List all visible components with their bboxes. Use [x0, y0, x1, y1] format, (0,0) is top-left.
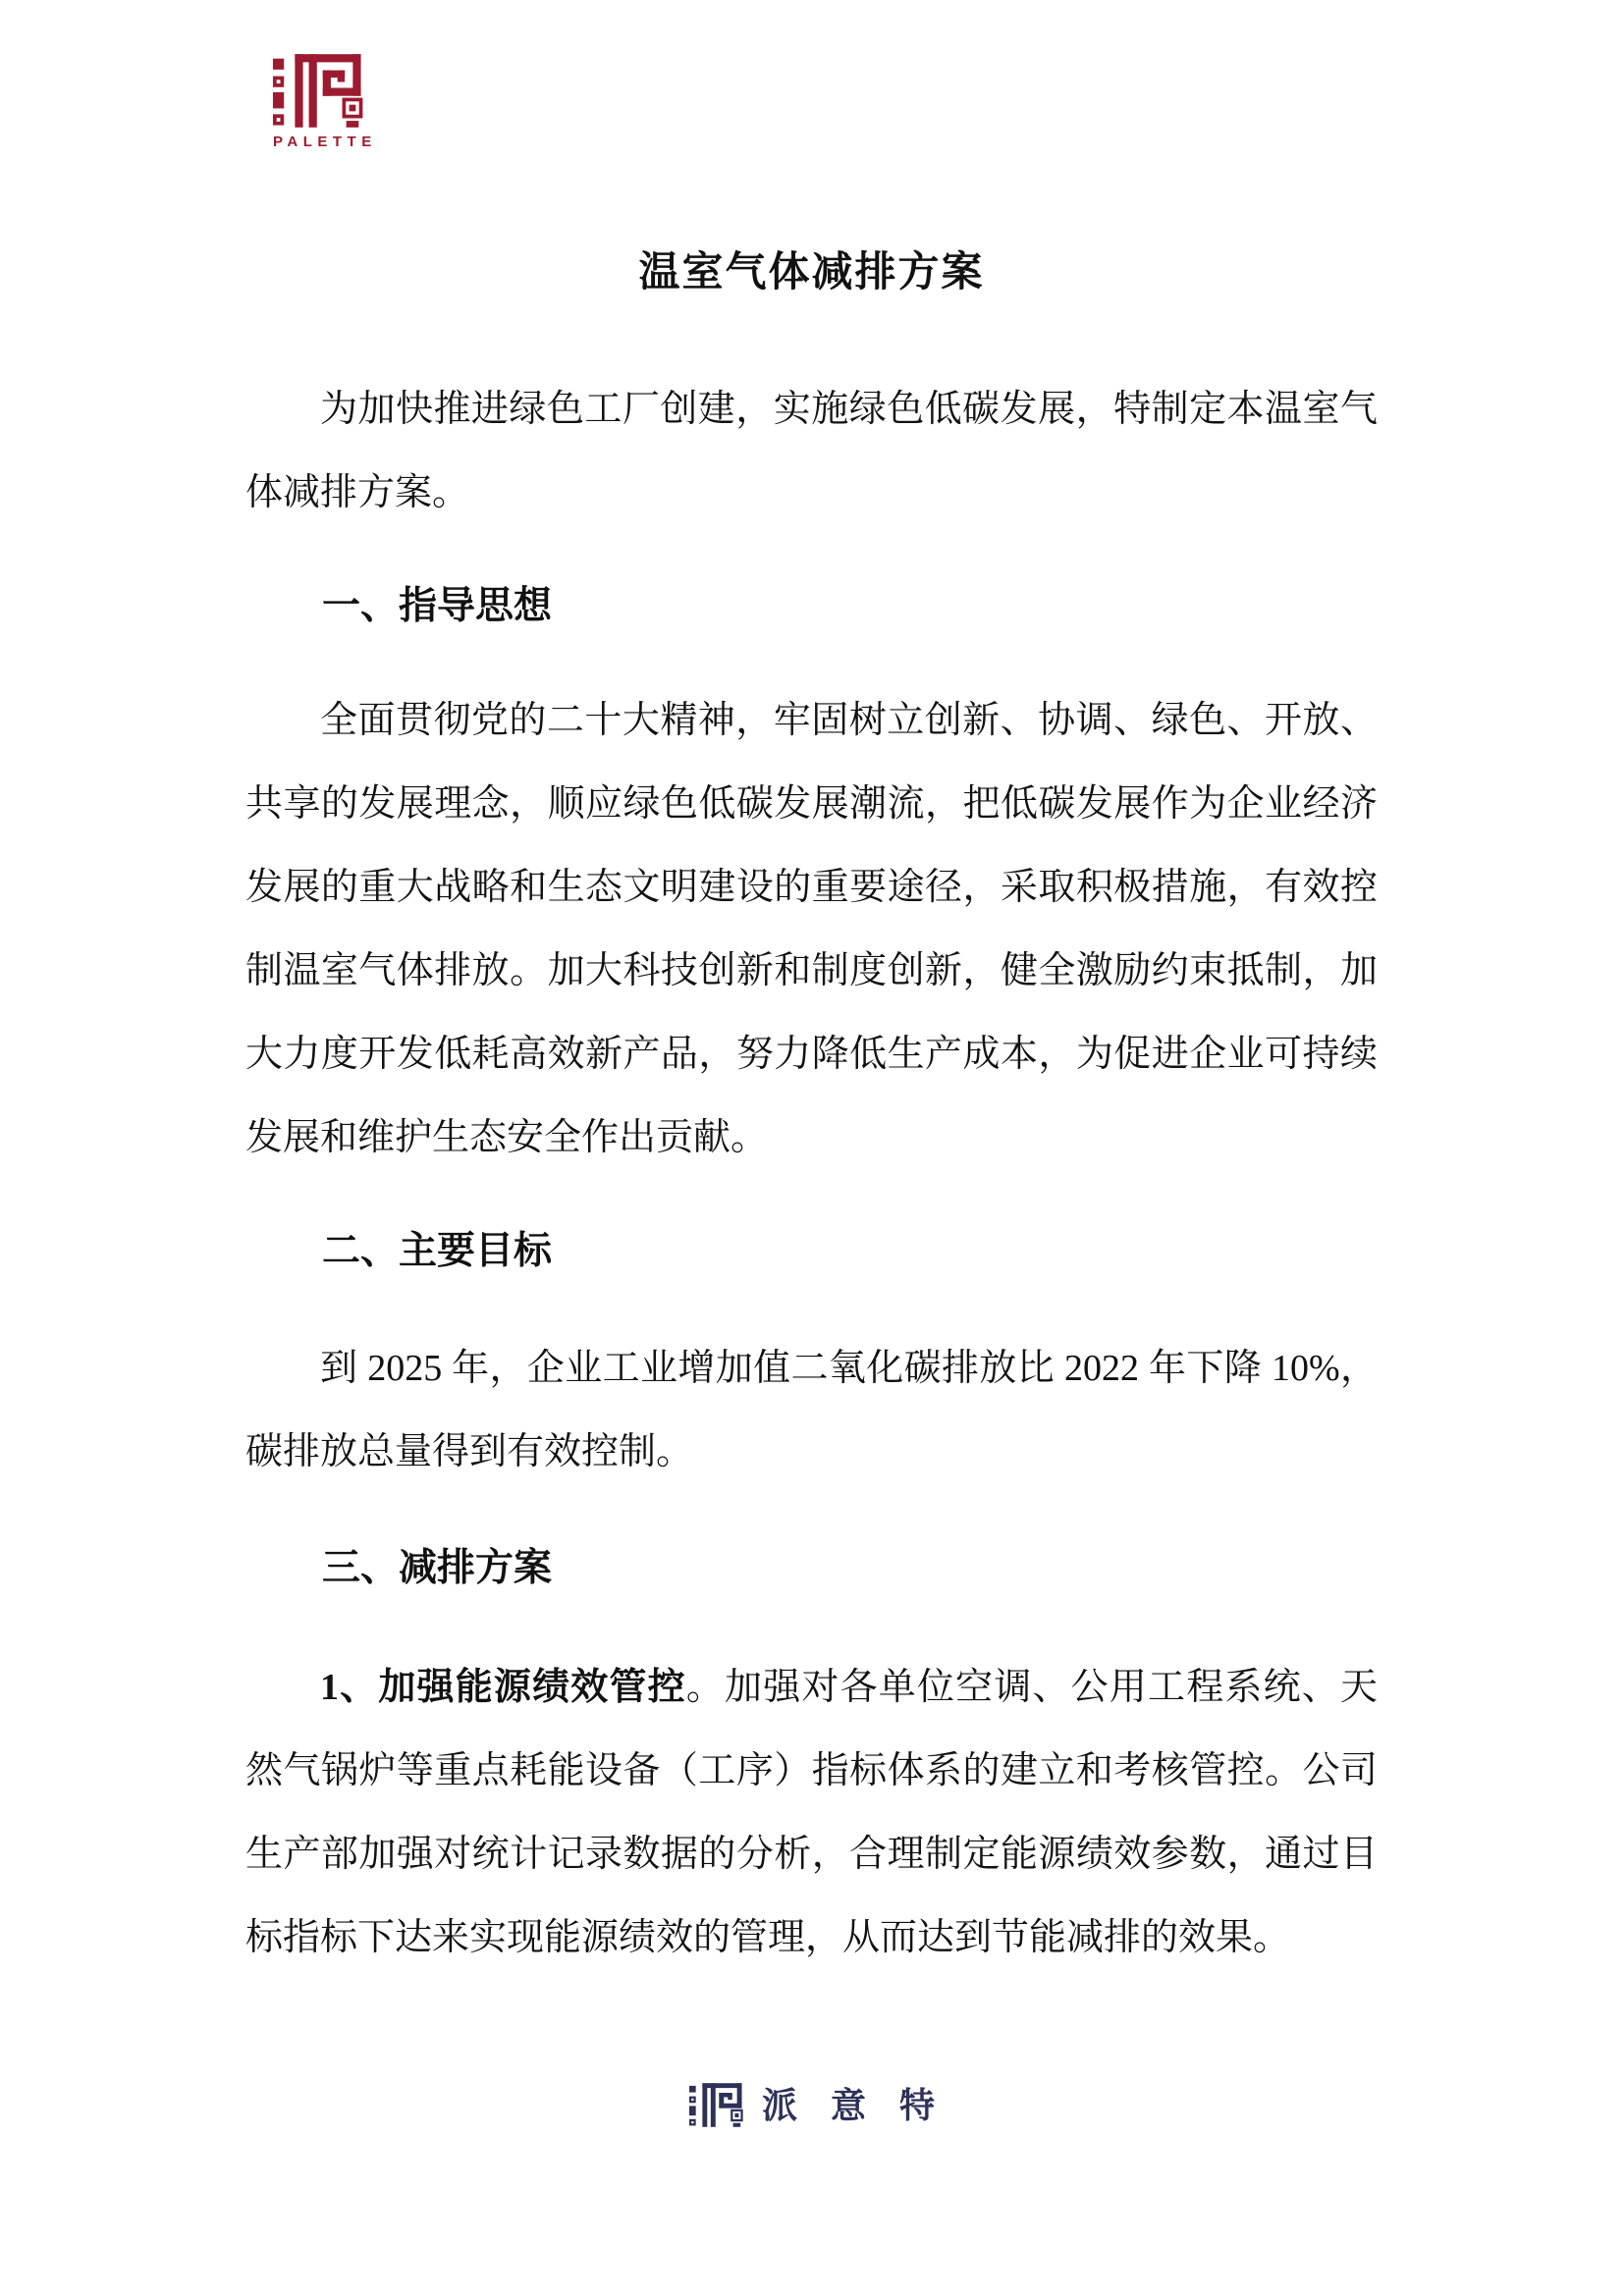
section-heading-2: 二、主要目标	[322, 1230, 553, 1272]
palette-brand-text: PALETTE	[273, 133, 377, 150]
paragraph-measure-1	[245, 1646, 1378, 1980]
text-line: 制温室气体排放。加大科技创新和制度创新，健全激励约束抵制，加	[245, 950, 1378, 991]
text-line: 全面贯彻党的二十大精神，牢固树立创新、协调、绿色、开放、	[320, 700, 1378, 741]
text-line: 发展和维护生态安全作出贡献。	[245, 1117, 769, 1158]
bold-run: 1、加强能源绩效管控	[320, 1667, 686, 1708]
header-logo	[273, 54, 377, 150]
text-line: 碳排放总量得到有效控制。	[245, 1431, 694, 1472]
text-line: 体减排方案。	[245, 472, 470, 513]
document-title: 温室气体减排方案	[638, 250, 985, 295]
text-line: 然气锅炉等重点耗能设备（工序）指标体系的建立和考核管控。公司	[245, 1750, 1378, 1791]
paiyite-logo-icon	[689, 2083, 746, 2127]
section-heading-3: 三、减排方案	[322, 1547, 553, 1589]
text-line: 发展的重大战略和生态文明建设的重要途径，采取积极措施，有效控	[245, 867, 1378, 908]
paragraph-intro	[245, 368, 1378, 535]
paiyite-brand-text: 派意特	[761, 2085, 969, 2125]
footer-logo	[689, 2083, 969, 2127]
text-line: 为加快推进绿色工厂创建，实施绿色低碳发展，特制定本温室气	[320, 389, 1378, 430]
paragraph-guiding	[245, 679, 1378, 1180]
palette-logo-icon	[273, 54, 368, 128]
paragraph-target	[245, 1327, 1378, 1494]
text-line: 大力度开发低耗高效新产品，努力降低生产成本，为促进企业可持续	[245, 1034, 1378, 1075]
text-line: 标指标下达来实现能源绩效的管理，从而达到节能减排的效果。	[245, 1917, 1291, 1958]
text-line: 共享的发展理念，顺应绿色低碳发展潮流，把低碳发展作为企业经济	[245, 783, 1378, 825]
text-line: 到 2025 年，企业工业增加值二氧化碳排放比 2022 年下降 10%，	[320, 1348, 1378, 1389]
text-line: 生产部加强对统计记录数据的分析，合理制定能源绩效参数，通过目	[245, 1834, 1378, 1875]
text-run: 。加强对各单位空调、公用工程系统、天	[685, 1667, 1378, 1708]
section-heading-1: 一、指导思想	[322, 585, 553, 627]
text-line	[245, 1646, 1378, 1730]
